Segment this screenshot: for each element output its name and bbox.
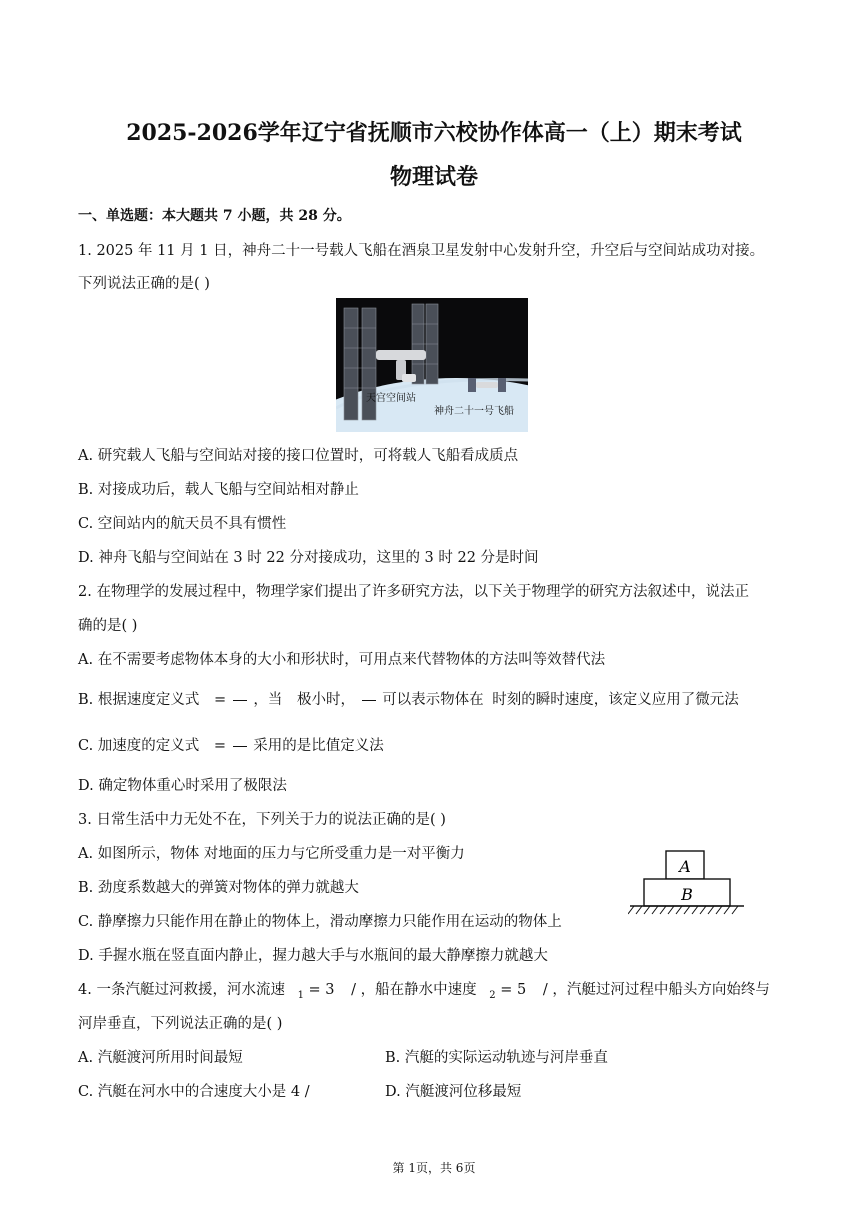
q3-option-d: D. 手握水瓶在竖直面内静止，握力越大手与水瓶间的最大静摩擦力就越大 [78, 948, 548, 964]
station-label: 天宫空间站 [366, 393, 416, 404]
q1-stem-line1: 1. 2025 年 11 月 1 日，神舟二十一号载人飞船在酒泉卫星发射中心发射升空，升空后与空间站成功对接。 [78, 243, 765, 259]
q2-b-post: 时刻的瞬时速度，该定义应用了微元法 [492, 692, 739, 708]
q4-option-a: A. 汽艇渡河所用时间最短 [78, 1050, 243, 1066]
q4-option-d: D. 汽艇渡河位移最短 [385, 1084, 522, 1100]
q1-option-c: C. 空间站内的航天员不具有惯性 [78, 516, 287, 532]
q4-unit1: / [351, 982, 357, 998]
blocks-diagram [628, 848, 746, 918]
q2-b-pre: B. 根据速度定义式 [78, 692, 200, 708]
q3-stem: 3. 日常生活中力无处不在，下列关于力的说法正确的是( ) [78, 812, 446, 828]
q3-option-a: A. 如图所示，物体 对地面的压力与它所受重力是一对平衡力 [78, 846, 465, 862]
q2-stem-line2: 确的是( ) [78, 618, 138, 634]
fraction-bar [233, 746, 247, 747]
q4-stem-pre: 4. 一条汽艇过河救援，河水流速 [78, 982, 285, 998]
block-b-label: B [681, 885, 693, 904]
page-footer: 第 1页，共 6页 [392, 1161, 476, 1175]
q4-v1-sub: 1 [297, 989, 304, 1001]
exam-subtitle: 物理试卷 [389, 164, 478, 190]
q3-option-b: B. 劲度系数越大的弹簧对物体的弹力就越大 [78, 880, 359, 896]
q2-option-c [78, 734, 384, 755]
q2-b-eq: = [213, 692, 227, 708]
q1-stem-line2: 下列说法正确的是( ) [78, 276, 210, 292]
ship-label: 神舟二十一号飞船 [434, 406, 514, 417]
q2-c-pre: C. 加速度的定义式 [78, 738, 200, 754]
q4-option-c: C. 汽艇在河水中的合速度大小是 4 / [78, 1084, 310, 1100]
q2-b-represent: 可以表示物体在 [382, 692, 484, 708]
q4-v2-sub: 2 [489, 989, 496, 1001]
q4-option-b: B. 汽艇的实际运动轨迹与河岸垂直 [385, 1050, 608, 1066]
q4-stem-line2: 河岸垂直，下列说法正确的是( ) [78, 1016, 283, 1032]
q4-v1-val: = 3 [308, 982, 335, 998]
q2-b-small: 极小时， [296, 692, 355, 708]
q3-option-c: C. 静摩擦力只能作用在静止的物体上，滑动摩擦力只能作用在运动的物体上 [78, 914, 562, 930]
q2-b-when: ，当 [253, 692, 283, 708]
q4-stem-post: ，汽艇过河过程中船头方向始终与 [552, 982, 770, 998]
q2-option-d: D. 确定物体重心时采用了极限法 [78, 778, 287, 794]
q4-stem-line1 [78, 978, 770, 1001]
space-station-photo [336, 298, 528, 432]
section-heading: 一、单选题：本大题共 7 小题，共 28 分。 [78, 208, 351, 224]
exam-title: 2025-2026学年辽宁省抚顺市六校协作体高一（上）期末考试 [126, 120, 742, 146]
q4-stem-mid: ，船在静水中速度 [360, 982, 477, 998]
q4-unit2: / [542, 982, 548, 998]
block-a-label: A [679, 857, 691, 876]
q2-option-b [78, 688, 739, 709]
q2-option-a: A. 在不需要考虑物体本身的大小和形状时，可用点来代替物体的方法叫等效替代法 [78, 652, 606, 668]
q4-v2-val: = 5 [500, 982, 527, 998]
fraction-bar [362, 700, 376, 701]
q1-option-d: D. 神舟飞船与空间站在 3 时 22 分对接成功，这里的 3 时 22 分是时间 [78, 550, 539, 566]
q1-option-b: B. 对接成功后，载人飞船与空间站相对静止 [78, 482, 359, 498]
q1-option-a: A. 研究载人飞船与空间站对接的接口位置时，可将载人飞船看成质点 [78, 448, 519, 464]
fraction-bar [233, 700, 247, 701]
q2-c-eq: = [213, 738, 227, 754]
q2-c-post: 采用的是比值定义法 [253, 738, 384, 754]
q2-stem-line1: 2. 在物理学的发展过程中，物理学家们提出了许多研究方法，以下关于物理学的研究方法叙述中，说法正 [78, 584, 749, 600]
